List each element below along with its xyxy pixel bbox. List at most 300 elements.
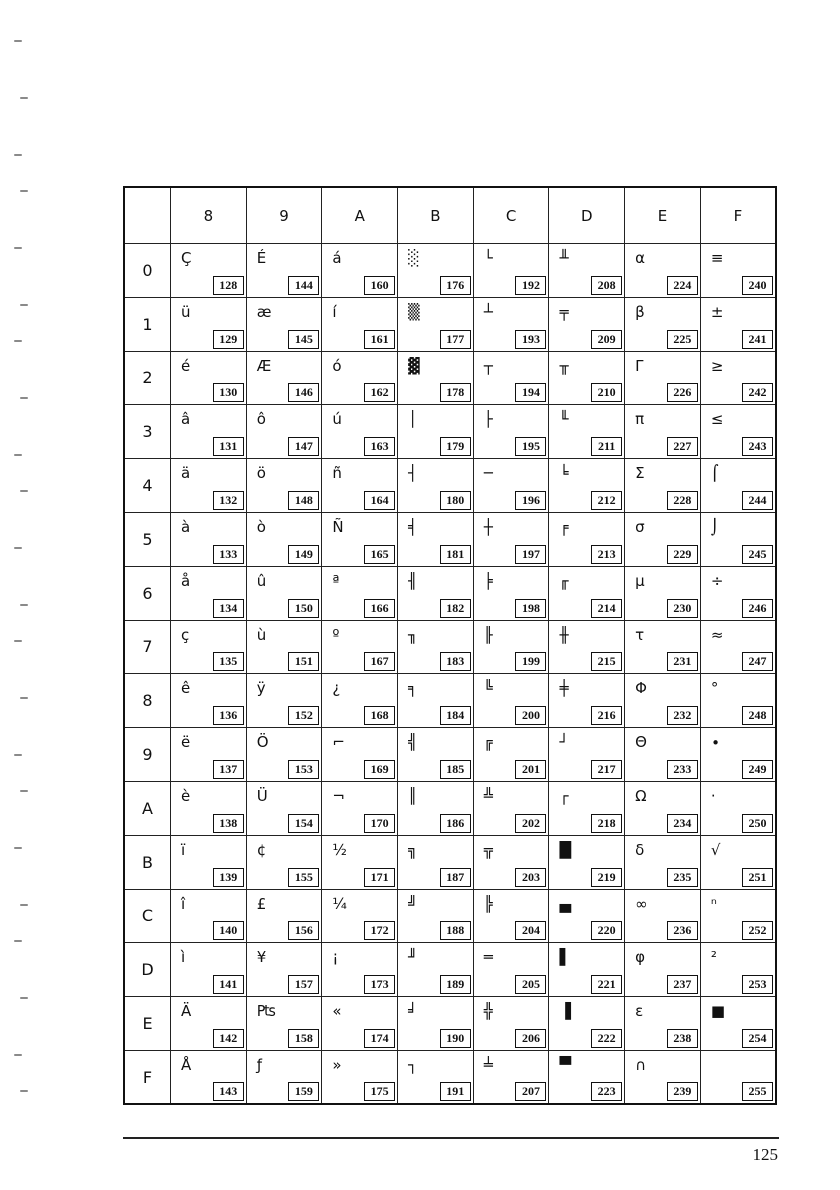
table-row (124, 674, 776, 728)
char-glyph: √ (710, 840, 721, 859)
char-glyph: ▓ (408, 356, 420, 375)
char-cell (398, 889, 474, 943)
char-code: 216 (591, 706, 622, 725)
char-glyph: Σ (635, 464, 645, 483)
char-code: 147 (288, 437, 319, 456)
char-cell (398, 997, 474, 1051)
char-cell (700, 674, 776, 728)
char-code: 232 (667, 706, 698, 725)
char-glyph: ╒ (559, 517, 569, 536)
row-header: D (124, 943, 171, 997)
char-code: 213 (591, 545, 622, 564)
table-row (124, 244, 776, 298)
char-glyph: Ü (256, 786, 268, 805)
char-cell (700, 351, 776, 405)
char-cell (473, 835, 549, 889)
char-code: 145 (288, 330, 319, 349)
char-cell (700, 244, 776, 298)
char-code: 139 (213, 868, 244, 887)
char-cell (549, 459, 625, 513)
binding-mark (14, 547, 22, 549)
char-code: 242 (742, 383, 773, 402)
char-code: 206 (515, 1029, 546, 1048)
char-cell (473, 244, 549, 298)
char-glyph: ∙ (710, 733, 721, 752)
char-cell (398, 297, 474, 351)
char-cell (246, 1050, 322, 1104)
binding-mark (14, 154, 22, 156)
char-code: 175 (364, 1082, 395, 1101)
char-code: 137 (213, 760, 244, 779)
char-cell (473, 997, 549, 1051)
char-cell (473, 566, 549, 620)
column-header: 8 (171, 187, 247, 244)
char-glyph: ¢ (256, 840, 267, 859)
char-glyph: ┬ (483, 356, 493, 375)
char-code: 143 (213, 1082, 244, 1101)
char-code: 130 (213, 383, 244, 402)
char-code: 204 (515, 921, 546, 940)
char-code: 128 (213, 276, 244, 295)
char-code: 149 (288, 545, 319, 564)
char-glyph: ÷ (710, 571, 724, 590)
char-code: 167 (364, 652, 395, 671)
character-code-table (123, 186, 777, 1105)
char-cell (473, 297, 549, 351)
row-header: 3 (124, 405, 171, 459)
char-code: 211 (591, 437, 622, 456)
char-code: 190 (440, 1029, 471, 1048)
binding-mark (14, 640, 22, 642)
char-glyph: ì (181, 948, 186, 967)
table-row (124, 943, 776, 997)
char-glyph: ¬ (332, 786, 345, 805)
binding-mark (20, 604, 28, 606)
char-code: 220 (591, 921, 622, 940)
char-code: 245 (742, 545, 773, 564)
char-glyph: ò (256, 517, 266, 536)
char-code: 182 (440, 599, 471, 618)
char-glyph: Ω (635, 786, 647, 805)
char-cell (625, 835, 701, 889)
char-cell (398, 781, 474, 835)
row-header: 2 (124, 351, 171, 405)
column-header: D (549, 187, 625, 244)
char-glyph: ñ (332, 464, 342, 483)
char-glyph: ┌ (559, 786, 569, 805)
char-cell (246, 943, 322, 997)
char-cell (322, 997, 398, 1051)
column-header: A (322, 187, 398, 244)
char-glyph: ╡ (408, 517, 418, 536)
binding-mark (20, 397, 28, 399)
char-glyph: ╛ (408, 1002, 418, 1021)
char-cell (171, 997, 247, 1051)
char-cell (700, 566, 776, 620)
char-cell (700, 1050, 776, 1104)
char-code: 218 (591, 814, 622, 833)
char-code: 199 (515, 652, 546, 671)
char-glyph: ∞ (635, 894, 648, 913)
char-cell (171, 512, 247, 566)
char-code: 155 (288, 868, 319, 887)
char-glyph: Ñ (332, 517, 344, 536)
char-code: 174 (364, 1029, 395, 1048)
char-cell (625, 405, 701, 459)
char-cell (473, 620, 549, 674)
char-cell (398, 943, 474, 997)
char-cell (473, 943, 549, 997)
char-glyph: º (332, 625, 340, 644)
char-code: 187 (440, 868, 471, 887)
char-code: 240 (742, 276, 773, 295)
char-code: 233 (667, 760, 698, 779)
table-row (124, 351, 776, 405)
char-glyph: ─ (483, 464, 493, 483)
char-cell (549, 1050, 625, 1104)
char-cell (625, 512, 701, 566)
char-glyph: ║ (408, 786, 418, 805)
char-cell (246, 781, 322, 835)
binding-mark (14, 754, 22, 756)
char-glyph: æ (256, 302, 272, 321)
char-cell (473, 674, 549, 728)
char-code: 235 (667, 868, 698, 887)
char-glyph: ë (181, 733, 191, 752)
char-cell (246, 244, 322, 298)
char-glyph: ╟ (483, 625, 493, 644)
row-header: 4 (124, 459, 171, 513)
char-cell (171, 889, 247, 943)
table-row (124, 835, 776, 889)
char-glyph: ⁿ (710, 894, 717, 913)
char-code: 177 (440, 330, 471, 349)
char-code: 183 (440, 652, 471, 671)
char-glyph: û (256, 571, 267, 590)
column-header: C (473, 187, 549, 244)
char-glyph: δ (635, 840, 645, 859)
char-code: 184 (440, 706, 471, 725)
table-row (124, 566, 776, 620)
row-header: 0 (124, 244, 171, 298)
char-glyph: ¼ (332, 894, 347, 913)
char-glyph: ╠ (483, 894, 493, 913)
char-code: 169 (364, 760, 395, 779)
binding-holes (14, 40, 44, 1150)
char-code: 241 (742, 330, 773, 349)
char-cell (322, 781, 398, 835)
char-code: 142 (213, 1029, 244, 1048)
char-glyph: ╫ (559, 625, 569, 644)
row-header: 9 (124, 728, 171, 782)
char-glyph: Γ (635, 356, 644, 375)
char-glyph: ₧ (256, 1002, 276, 1021)
char-cell (171, 620, 247, 674)
char-code: 185 (440, 760, 471, 779)
char-glyph: » (332, 1055, 342, 1074)
char-code: 172 (364, 921, 395, 940)
char-glyph: á (332, 249, 342, 267)
char-cell (398, 566, 474, 620)
char-cell (549, 297, 625, 351)
char-code: 152 (288, 706, 319, 725)
char-glyph: α (635, 249, 646, 267)
char-glyph: τ (635, 625, 645, 644)
char-cell (700, 728, 776, 782)
table-row (124, 459, 776, 513)
char-cell (625, 620, 701, 674)
char-cell (171, 1050, 247, 1104)
char-glyph: ¿ (332, 679, 341, 698)
char-cell (625, 674, 701, 728)
char-glyph: ▀ (559, 1055, 571, 1074)
char-glyph: í (332, 302, 337, 321)
char-glyph: ε (635, 1002, 644, 1021)
char-glyph: É (256, 249, 267, 267)
char-cell (171, 351, 247, 405)
table-row (124, 728, 776, 782)
char-cell (171, 943, 247, 997)
char-glyph: ┼ (483, 517, 493, 536)
char-code: 173 (364, 975, 395, 994)
char-code: 217 (591, 760, 622, 779)
char-glyph: Ö (256, 733, 269, 752)
char-code: 151 (288, 652, 319, 671)
char-code: 157 (288, 975, 319, 994)
char-cell (246, 459, 322, 513)
char-glyph: Æ (256, 356, 272, 375)
char-cell (322, 1050, 398, 1104)
binding-mark (20, 490, 28, 492)
char-glyph: ╬ (483, 1002, 493, 1021)
table-row (124, 620, 776, 674)
char-cell (398, 405, 474, 459)
char-code: 231 (667, 652, 698, 671)
char-glyph: à (181, 517, 191, 536)
char-code: 246 (742, 599, 773, 618)
binding-mark (14, 1054, 22, 1056)
char-cell (700, 835, 776, 889)
char-code: 222 (591, 1029, 622, 1048)
char-cell (322, 459, 398, 513)
char-glyph: ╕ (408, 679, 418, 698)
char-glyph: ½ (332, 840, 347, 859)
char-glyph: ╣ (408, 733, 418, 752)
char-cell (473, 1050, 549, 1104)
char-code: 224 (667, 276, 698, 295)
char-cell (246, 512, 322, 566)
char-cell (171, 674, 247, 728)
char-code: 203 (515, 868, 546, 887)
char-cell (398, 351, 474, 405)
char-cell (473, 351, 549, 405)
char-code: 129 (213, 330, 244, 349)
char-code: 159 (288, 1082, 319, 1101)
char-glyph: ö (256, 464, 266, 483)
char-code: 197 (515, 545, 546, 564)
char-code: 227 (667, 437, 698, 456)
char-cell (473, 781, 549, 835)
char-glyph: ┤ (408, 464, 418, 483)
char-glyph: ╗ (408, 840, 418, 859)
char-code: 165 (364, 545, 395, 564)
char-cell (549, 405, 625, 459)
char-glyph: φ (635, 948, 646, 967)
char-glyph: ├ (483, 410, 493, 429)
char-glyph: · (710, 786, 716, 805)
table-row (124, 405, 776, 459)
char-cell (171, 835, 247, 889)
char-glyph: ô (256, 410, 266, 429)
char-code: 196 (515, 491, 546, 510)
char-code: 150 (288, 599, 319, 618)
char-code: 192 (515, 276, 546, 295)
char-glyph: ╪ (559, 679, 569, 698)
char-cell (398, 835, 474, 889)
char-cell (625, 351, 701, 405)
char-cell (549, 781, 625, 835)
char-code: 194 (515, 383, 546, 402)
char-glyph: β (635, 302, 645, 321)
char-code: 176 (440, 276, 471, 295)
char-cell (246, 997, 322, 1051)
row-header: 1 (124, 297, 171, 351)
char-glyph: ó (332, 356, 342, 375)
char-code: 243 (742, 437, 773, 456)
char-glyph: ▒ (408, 302, 420, 321)
char-cell (625, 297, 701, 351)
char-glyph: ⌐ (332, 733, 345, 752)
char-cell (322, 943, 398, 997)
char-glyph: ╩ (483, 786, 493, 805)
char-glyph: µ (635, 571, 645, 590)
char-glyph: ═ (483, 948, 493, 967)
char-cell (700, 997, 776, 1051)
char-code: 210 (591, 383, 622, 402)
char-code: 163 (364, 437, 395, 456)
binding-mark (14, 340, 22, 342)
char-cell (246, 566, 322, 620)
row-header: 8 (124, 674, 171, 728)
char-code: 200 (515, 706, 546, 725)
char-code: 202 (515, 814, 546, 833)
char-cell (625, 943, 701, 997)
char-cell (549, 728, 625, 782)
binding-mark (20, 997, 28, 999)
table-row (124, 781, 776, 835)
char-glyph: ⌠ (710, 464, 719, 483)
char-cell (171, 244, 247, 298)
char-glyph: ± (710, 302, 724, 321)
char-code: 133 (213, 545, 244, 564)
char-cell (322, 889, 398, 943)
char-cell (171, 566, 247, 620)
char-glyph: ╘ (559, 464, 569, 483)
char-code: 215 (591, 652, 622, 671)
char-cell (322, 620, 398, 674)
char-glyph: î (181, 894, 186, 913)
char-code: 170 (364, 814, 395, 833)
row-header: A (124, 781, 171, 835)
char-glyph: ┐ (408, 1055, 418, 1074)
char-code: 250 (742, 814, 773, 833)
char-glyph: ╧ (483, 1055, 493, 1074)
char-glyph: ╝ (408, 894, 418, 913)
char-code: 171 (364, 868, 395, 887)
char-cell (625, 1050, 701, 1104)
char-code: 207 (515, 1082, 546, 1101)
binding-mark (20, 97, 28, 99)
char-code: 201 (515, 760, 546, 779)
char-code: 236 (667, 921, 698, 940)
char-cell (322, 566, 398, 620)
char-glyph: ▌ (559, 948, 571, 967)
char-cell (473, 728, 549, 782)
footer-rule (123, 1137, 779, 1139)
char-code: 248 (742, 706, 773, 725)
char-cell (322, 405, 398, 459)
char-code: 229 (667, 545, 698, 564)
char-glyph: ù (256, 625, 267, 644)
char-code: 168 (364, 706, 395, 725)
char-code: 193 (515, 330, 546, 349)
table-row (124, 889, 776, 943)
char-cell (322, 674, 398, 728)
char-glyph: ƒ (256, 1055, 262, 1074)
char-cell (246, 351, 322, 405)
char-glyph: π (635, 410, 645, 429)
column-header: B (398, 187, 474, 244)
binding-mark (14, 247, 22, 249)
char-code: 205 (515, 975, 546, 994)
char-cell (473, 405, 549, 459)
char-cell (549, 674, 625, 728)
char-glyph: è (181, 786, 191, 805)
char-cell (625, 889, 701, 943)
char-glyph: « (332, 1002, 342, 1021)
char-cell (398, 620, 474, 674)
char-glyph: é (181, 356, 191, 375)
row-header: 5 (124, 512, 171, 566)
char-code: 239 (667, 1082, 698, 1101)
binding-mark (14, 40, 22, 42)
char-cell (700, 405, 776, 459)
char-code: 166 (364, 599, 395, 618)
char-cell (700, 620, 776, 674)
char-cell (549, 566, 625, 620)
char-cell (549, 997, 625, 1051)
binding-mark (14, 940, 22, 942)
char-glyph: ╚ (483, 679, 493, 698)
char-code: 146 (288, 383, 319, 402)
char-code: 154 (288, 814, 319, 833)
char-cell (625, 566, 701, 620)
char-cell (700, 459, 776, 513)
char-cell (625, 244, 701, 298)
char-cell (246, 405, 322, 459)
char-code: 237 (667, 975, 698, 994)
row-header: B (124, 835, 171, 889)
column-header: 9 (246, 187, 322, 244)
char-cell (171, 297, 247, 351)
char-code: 212 (591, 491, 622, 510)
char-cell (549, 943, 625, 997)
char-glyph: ¥ (256, 948, 267, 967)
column-header: E (625, 187, 701, 244)
char-cell (700, 297, 776, 351)
char-cell (549, 351, 625, 405)
char-glyph: Ä (181, 1002, 192, 1021)
